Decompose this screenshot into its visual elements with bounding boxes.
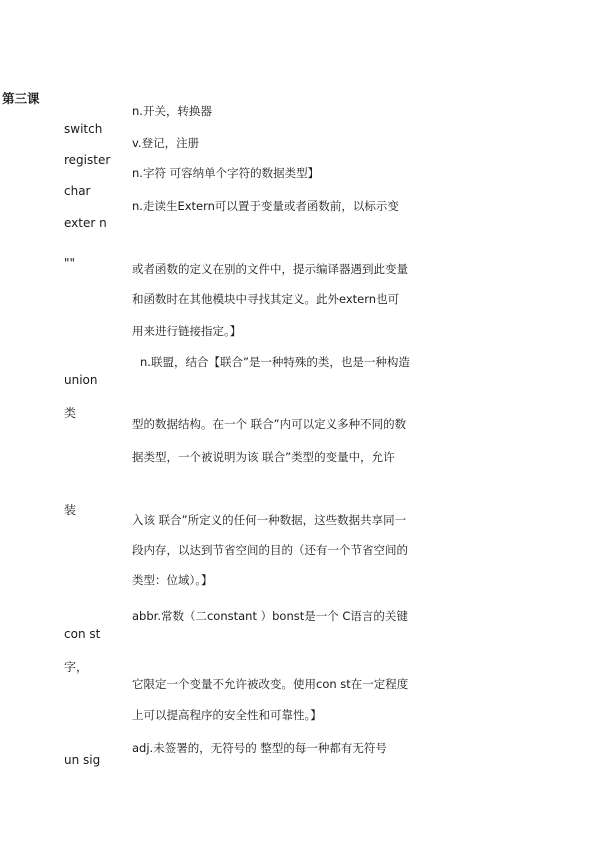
definition-line-6: 和函数时在其他模块中寻找其定义。此外extern也可 (132, 292, 400, 306)
term-const: con st (64, 627, 101, 641)
definition-line-2: v.登记，注册 (132, 136, 200, 150)
term-quote-mark: "" (64, 256, 76, 270)
term-lei: 类 (64, 406, 77, 420)
definition-line-17: adj.未签署的，无符号的 整型的每一种都有无符号 (132, 741, 387, 755)
term-char: char (64, 184, 91, 198)
term-extern: exter n (64, 216, 107, 230)
definition-line-16: 上可以提高程序的安全性和可靠性。】 (132, 708, 322, 722)
definition-line-5: 或者函数的定义在别的文件中，提示编译器遇到此变量 (132, 262, 408, 276)
term-unsigned: un sig (64, 753, 101, 767)
definition-line-13: 类型：位域）。】 (132, 573, 213, 587)
definition-line-11: 入该 联合”所定义的任何一种数据，这些数据共享同一 (132, 513, 407, 527)
definition-line-3: n.字符 可容纳单个字符的数据类型】 (132, 166, 320, 180)
term-union: union (64, 373, 98, 387)
term-register: register (64, 153, 111, 167)
lesson-title: 第三课 (2, 91, 40, 106)
definition-line-4: n.走读生Extern可以置于变量或者函数前，以标示变 (132, 199, 399, 213)
definition-line-8: n.联盟，结合【联合”是一种特殊的类，也是一种构造 (140, 355, 410, 369)
definition-line-15: 它限定一个变量不允许被改变。使用con st在一定程度 (132, 677, 409, 691)
definition-line-7: 用来进行链接指定。】 (132, 324, 242, 338)
definition-line-14: abbr.常数（二constant ）bonst是一个 C语言的关键 (132, 609, 408, 623)
term-zi: 字， (64, 660, 89, 674)
definition-line-9: 型的数据结构。在一个 联合”内可以定义多种不同的数 (132, 417, 407, 431)
definition-line-1: n.开关，转换器 (132, 104, 212, 118)
definition-line-12: 段内存，以达到节省空间的目的（还有一个节省空间的 (132, 543, 408, 557)
term-zhuang: 装 (64, 503, 77, 517)
definition-line-10: 据类型，一个被说明为该 联合”类型的变量中，允许 (132, 450, 395, 464)
term-switch: switch (64, 122, 103, 136)
